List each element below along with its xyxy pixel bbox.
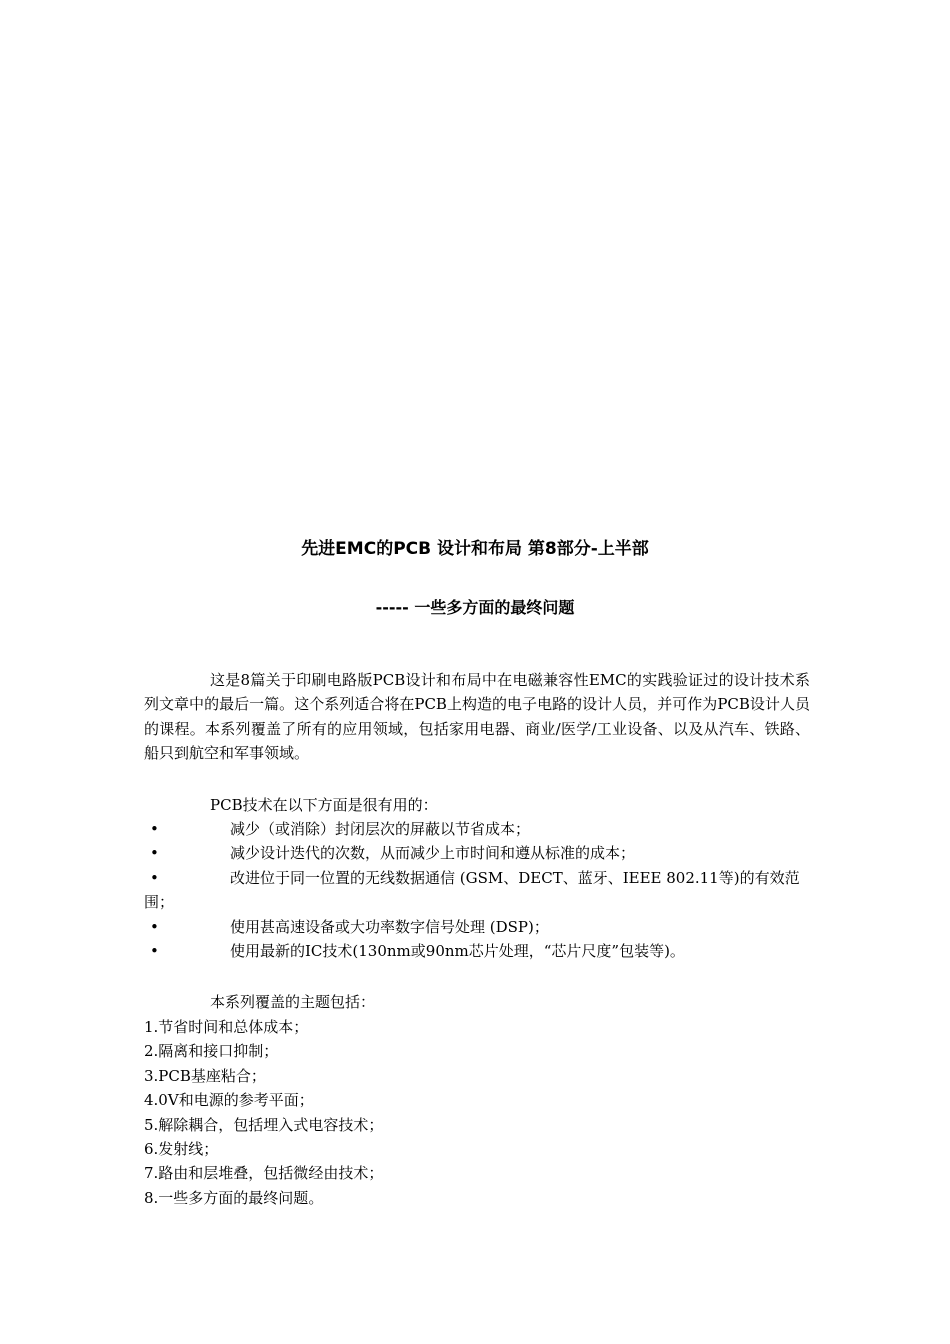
document-subtitle: ----- 一些多方面的最终问题 [375,598,575,617]
topic-item: 8.一些多方面的最终问题。 [144,1188,324,1207]
topic-item: 6.发射线； [144,1140,219,1159]
bullet-item [144,817,810,841]
bullet-marker: • [150,820,159,838]
topic-item: 4.0V和电源的参考平面； [144,1091,314,1110]
bullet-text: 减少设计迭代的次数，从而减少上市时间和遵从标准的成本； [230,844,636,863]
useful-heading: PCB技术在以下方面是很有用的： [210,796,438,814]
bullet-list [144,817,810,963]
topic-item: 1.节省时间和总体成本； [144,1018,309,1036]
bullet-marker: • [150,868,159,887]
topic-item: 5.解除耦合，包括埋入式电容技术； [144,1115,384,1134]
bullet-text: 改进位于同一位置的无线数据通信 (GSM、DECT、蓝牙、IEEE 802.11等)的有效范围； [144,868,800,912]
bullet-item [144,915,810,939]
topics-heading: 本系列覆盖的主题包括： [210,993,376,1011]
bullet-marker: • [150,917,159,936]
intro-paragraph: 这是8篇关于印刷电路版PCB设计和布局中在电磁兼容性EMC的实践验证过的设计技术系列文章中的最后一篇。这个系列适合将在PCB上构造的电子电路的设计人员，并可作为PCB设计人员的课程。本系列覆盖了所有的应用领域，包括家用电器、商业/医学/工业设备、以及从汽车、铁路、船只到航空和军事领域。 [144,671,810,763]
bullet-marker: • [150,942,159,961]
bullet-marker: • [150,844,159,863]
bullet-text: 使用最新的IC技术(130nm或90nm芯片处理，“芯片尺度”包装等)。 [230,942,685,961]
topic-item: 7.路由和层堆叠，包括微经由技术； [144,1164,384,1183]
bullet-item [144,841,810,865]
bullet-text: 减少（或消除）封闭层次的屏蔽以节省成本； [230,820,531,838]
document-title: 先进EMC的PCB 设计和布局 第8部分-上半部 [301,539,649,559]
topic-item: 2.隔离和接口抑制； [144,1042,279,1061]
topic-item: 3.PCB基座粘合； [144,1066,266,1085]
bullet-text: 使用甚高速设备或大功率数字信号处理 (DSP)； [230,917,549,936]
bullet-item [144,939,810,963]
bullet-item [144,866,810,915]
topics-list [144,1015,810,1210]
